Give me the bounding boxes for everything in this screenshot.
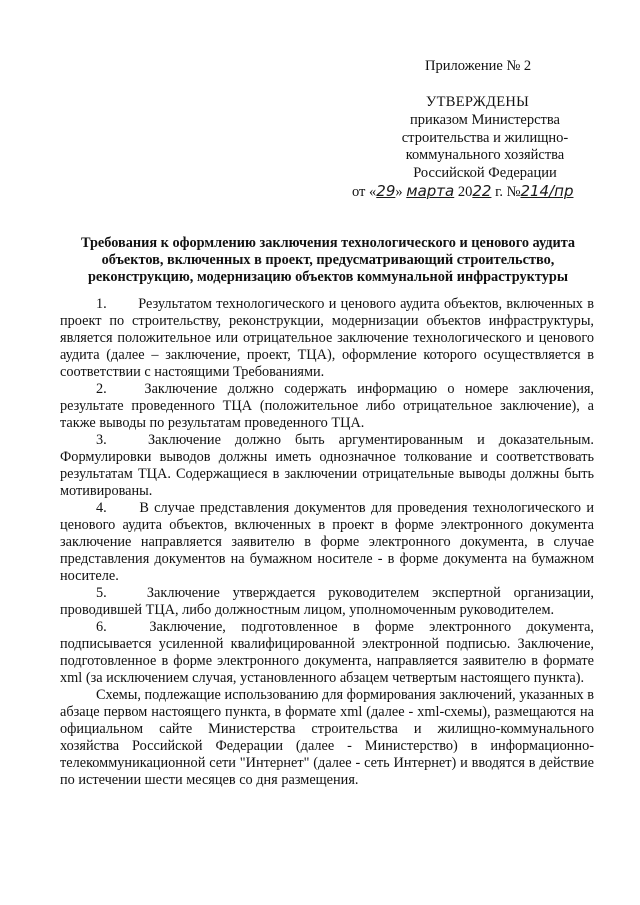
paragraph-1 (60, 296, 594, 381)
paragraph-text: Заключение должно содержать информацию о номере заключения, результате проведенного ТЦА (положительное либо отрицательное заключение), а также выводы по результатам проведенного ТЦА. (60, 381, 595, 431)
paragraph-5 (60, 585, 594, 619)
annex-number: Приложение № 2 (425, 58, 532, 74)
order-date-line (352, 182, 573, 201)
paragraph-number: 3. (96, 432, 107, 448)
paragraph-6-schemes (60, 687, 594, 789)
paragraph-text: Заключение должно быть аргументированным и доказательным. Формулировки выводов должны иметь однозначное толкование и соответствовать результатам ТЦА. Содержащиеся в заключении отрицательные выводы должны быть мотивированы. (60, 432, 594, 499)
date-year-prefix: 20 (454, 184, 473, 200)
paragraph-number: 4. (96, 500, 107, 516)
paragraph-number: 1. (96, 296, 107, 312)
paragraph-number: 6. (96, 619, 107, 635)
paragraph-text: Заключение, подготовленное в форме электронного документа, подписывается усиленной квалифицированной электронной подписью. Заключение, подготовленное в форме электронного документа, направляется заявителю в формате xml (за исключением случая, установленного абзацем четвертым настоящего пункта). (60, 619, 594, 686)
date-year: 22 (472, 182, 492, 200)
order-line: строительства и жилищно- (401, 129, 569, 146)
order-line: приказом Министерства (410, 112, 560, 128)
date-number-label: г. № (491, 184, 521, 200)
title-line: объектов, включенных в проект, предусматривающий строительство, (101, 252, 555, 268)
date-separator: » (395, 184, 407, 200)
paragraph-text: Результатом технологического и ценового аудита объектов, включенных в проект по строительству, реконструкции, модернизации объектов инфраструктуры, является положительное или отрицательное заключение технологического и ценового аудита (далее – заключение, проект, ТЦА), оформление которого осуществляется в соответствии с настоящими Требованиями. (60, 296, 594, 380)
paragraph-number: 5. (96, 585, 107, 601)
document-title (56, 235, 600, 286)
paragraph-3 (60, 432, 594, 500)
paragraph-6 (60, 619, 594, 687)
paragraph-text: Заключение утверждается руководителем экспертной организации, проводившей ТЦА, либо должностным лицом, уполномоченным руководителем. (60, 585, 594, 618)
order-line: коммунального хозяйства (405, 147, 565, 163)
paragraph-text: В случае представления документов для проведения технологического и ценового аудита объектов, включенных в проект в форме электронного документа заключение направляется заявителю в форме электронного документа, в случае представления документов на бумажном носителе - в форме документа на бумажном носителе. (60, 500, 595, 584)
paragraph-number: 2. (96, 381, 107, 397)
paragraph-4 (60, 500, 594, 585)
order-line: Российской Федерации (413, 164, 557, 181)
order-reference (380, 112, 590, 182)
paragraph-2 (60, 381, 594, 432)
approved-label: УТВЕРЖДЕНЫ (426, 94, 530, 110)
date-day: 29 (376, 182, 396, 200)
title-line: Требования к оформлению заключения технологического и ценового аудита (80, 235, 576, 251)
paragraph-text: Схемы, подлежащие использованию для формирования заключений, указанных в абзаце первом настоящего пункта, в формате xml (далее - xml-схемы), размещаются на официальном сайте Министерства строительства и жилищно-коммунального хозяйства Российской Федерации (далее - Министерство) в информационно-телекоммуникационной сети "Интернет" (далее - сеть Интернет) и вводятся в действие по истечении шести месяцев со дня размещения. (60, 687, 594, 788)
date-prefix: от « (352, 184, 377, 200)
title-line: реконструкцию, модернизацию объектов коммунальной инфраструктуры (87, 269, 568, 285)
date-month: марта (406, 182, 455, 200)
document-body (60, 296, 594, 789)
order-number: 214/пр (520, 182, 574, 200)
